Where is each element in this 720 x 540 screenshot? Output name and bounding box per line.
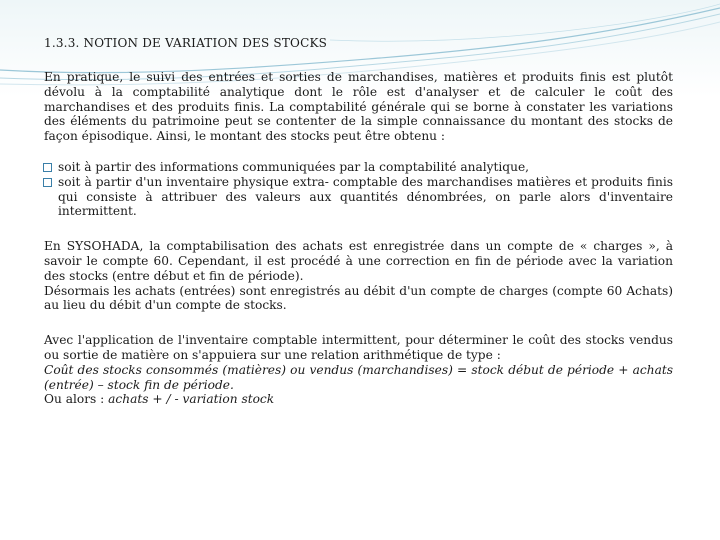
wave-line-4 <box>330 4 720 41</box>
bullet-text: soit à partir des informations communiquées par la comptabilité analytique, <box>58 159 530 174</box>
desormais-paragraph: Désormais les achats (entrées) sont enregistrés au débit d'un compte de charges (compte 60 Achats) au lieu du débit d'un compte de stocks. <box>44 283 673 313</box>
bullet-text: soit à partir d'un inventaire physique extra- comptable des marchandises matières et produits finis qui consiste à attribuer des valeurs aux quantités dénombrées, on parle alors d'inventaire intermittent. <box>58 174 673 219</box>
list-item <box>44 175 673 219</box>
ou-alors-paragraph <box>44 392 673 407</box>
square-bullet-icon <box>43 178 52 187</box>
bullet-list <box>44 160 673 219</box>
ou-alors-label: Ou alors : <box>44 392 109 407</box>
inventaire-paragraph: Avec l'application de l'inventaire comptable intermittent, pour déterminer le coût des stocks vendus ou sortie de matière on s'appuiera sur une relation arithmétique de type : <box>44 333 673 362</box>
ou-alors-formula: achats + / - variation stock <box>108 392 275 407</box>
slide-body <box>44 70 673 407</box>
formula-paragraph: Coût des stocks consommés (matières) ou vendus (marchandises) = stock début de période + achats (entrée) – stock fin de période. <box>44 362 673 392</box>
syscohada-paragraph: En SYSOHADA, la comptabilisation des achats est enregistrée dans un compte de « charges », à savoir le compte 60. Cependant, il est procédé à une correction en fin de période avec la variation des stocks (entre début et fin de période). <box>44 239 673 283</box>
intro-paragraph: En pratique, le suivi des entrées et sorties de marchandises, matières et produits finis est plutôt dévolu à la comptabilité analytique dont le rôle est d'analyser et de calculer le coût des marchandises et des produits finis. La comptabilité générale qui se borne à constater les variations des éléments du patrimoine peut se contenter de la simple connaissance du montant des stocks de façon épisodique. Ainsi, le montant des stocks peut être obtenu : <box>44 70 673 144</box>
square-bullet-icon <box>43 163 52 172</box>
list-item <box>44 160 673 175</box>
slide-title: 1.3.3. NOTION DE VARIATION DES STOCKS <box>44 36 328 50</box>
